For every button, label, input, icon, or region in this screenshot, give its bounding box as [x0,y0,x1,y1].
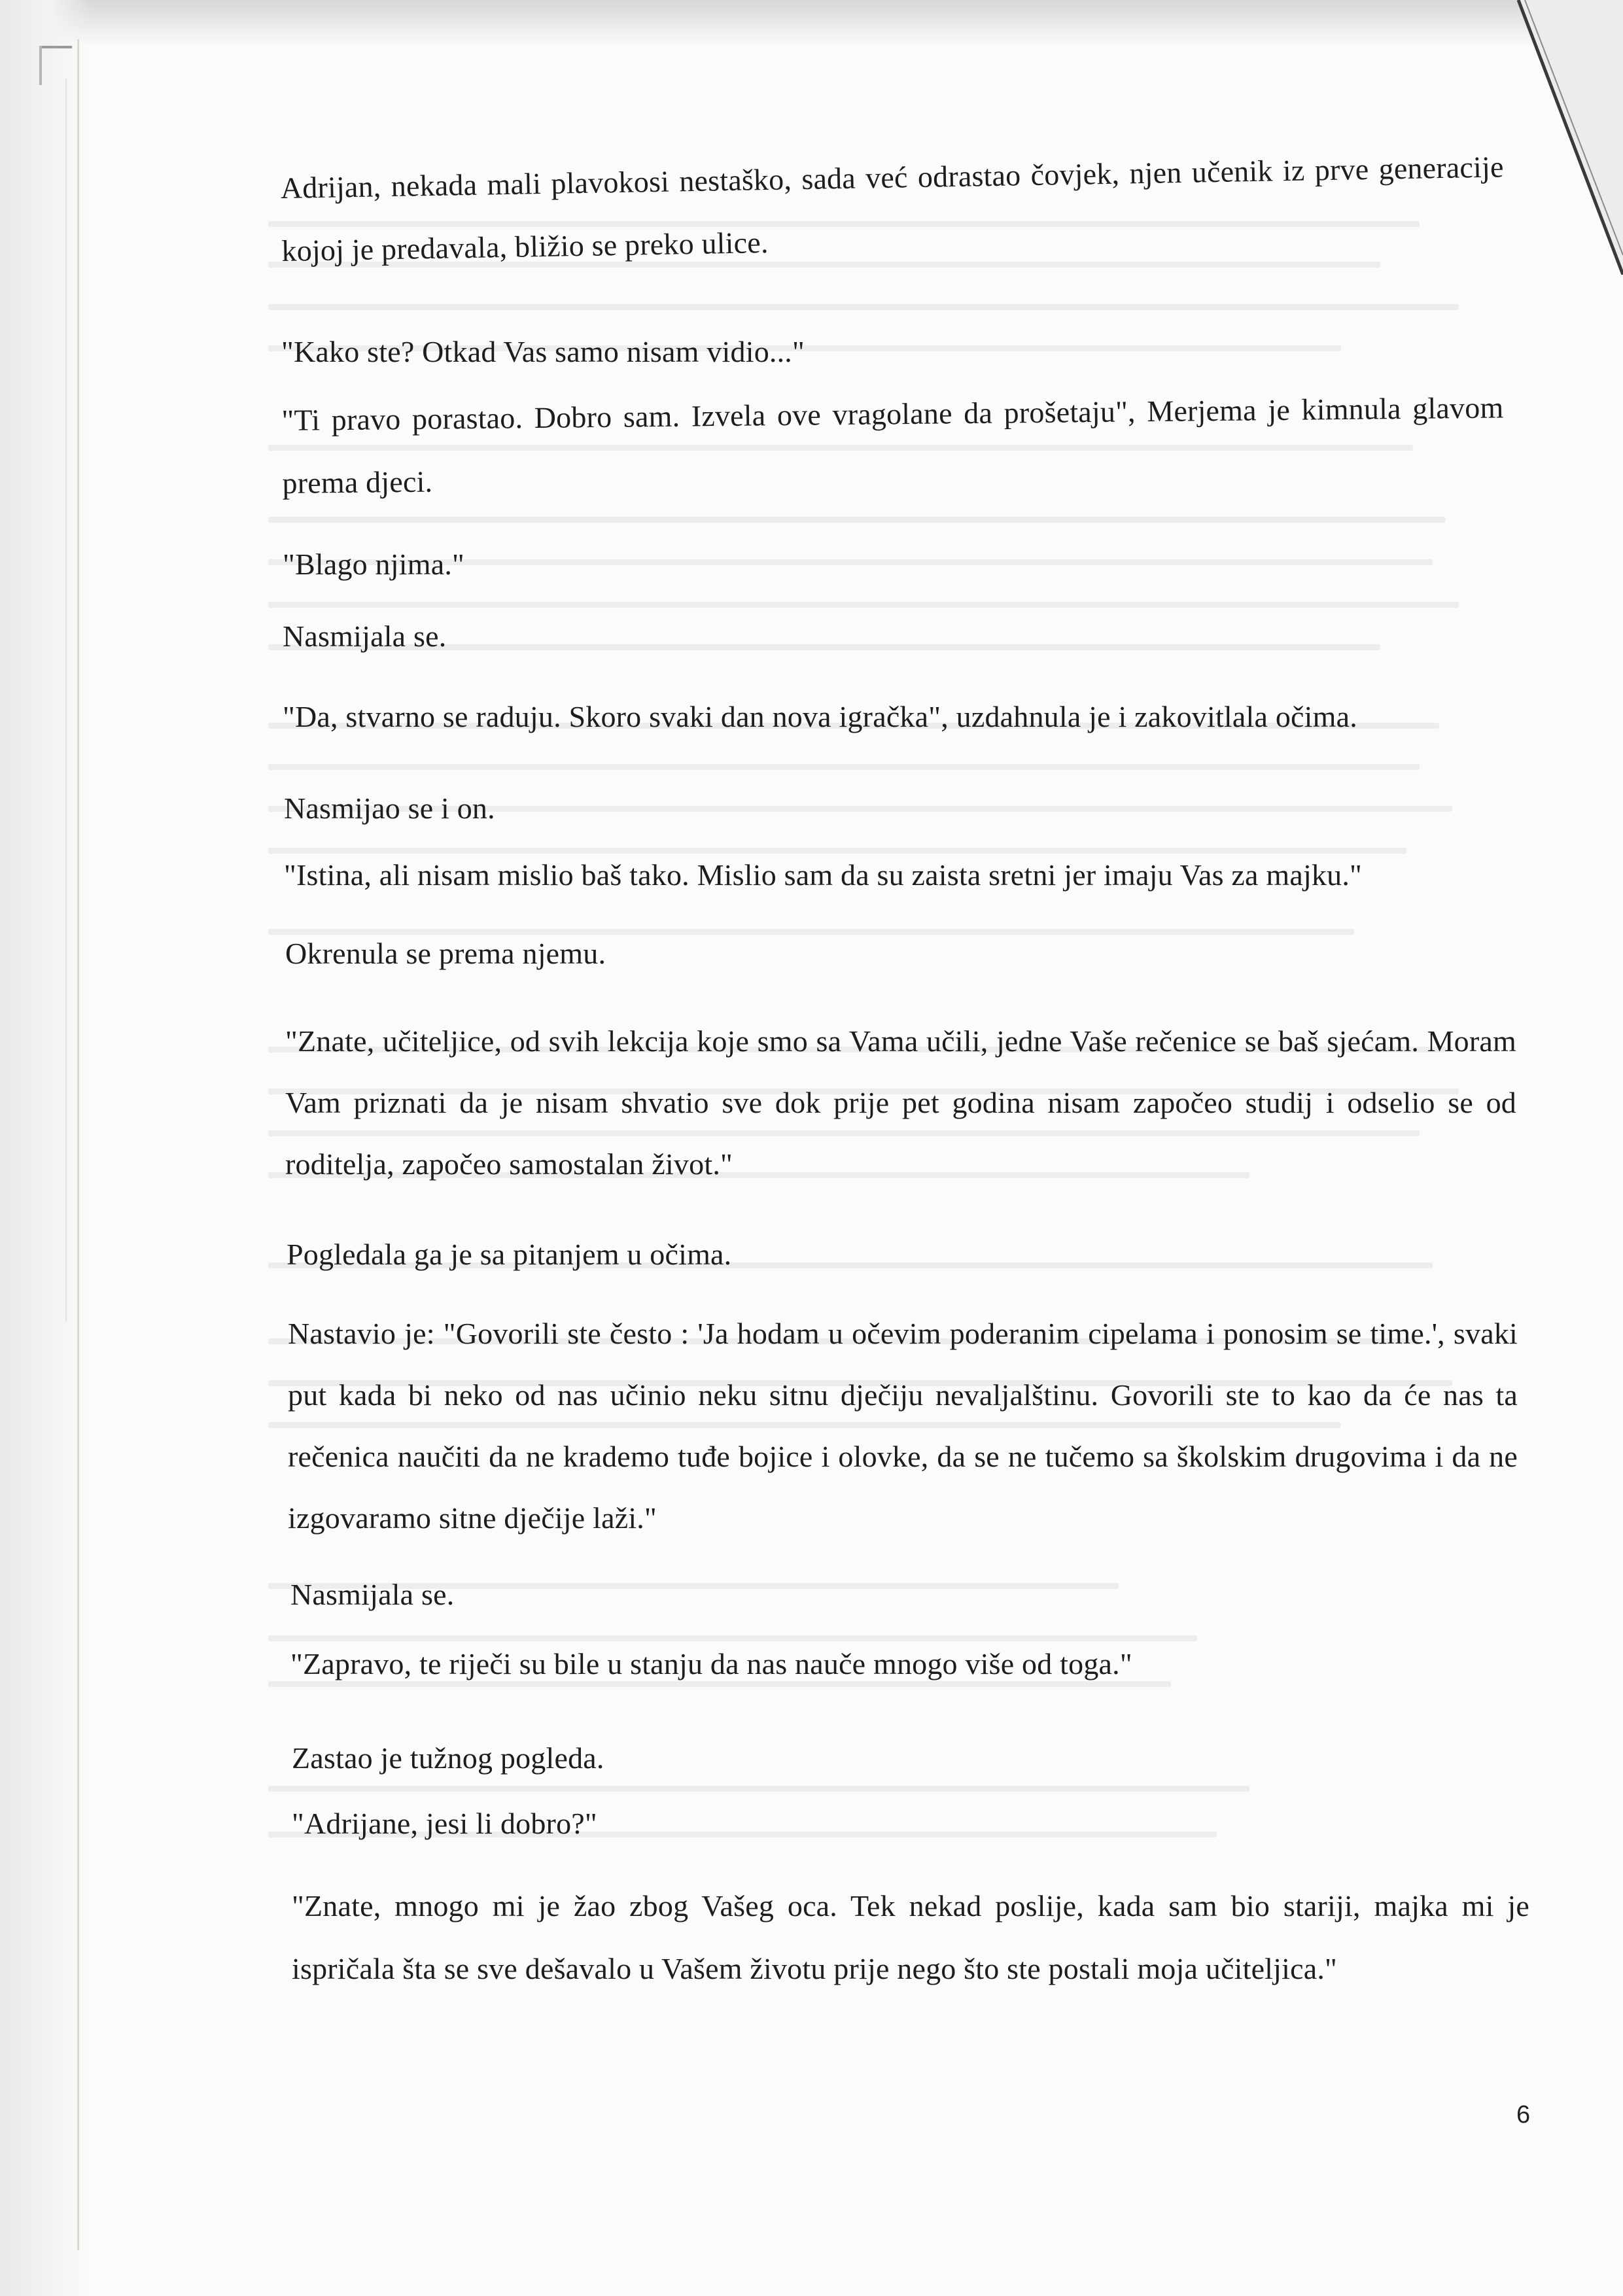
page-number: 6 [1516,2101,1531,2129]
paragraph-13: Nasmijala se. [290,1578,455,1611]
paragraph-11: Pogledala ga je sa pitanjem u očima. [287,1238,732,1271]
paragraph-3: "Ti pravo porastao. Dobro sam. Izvela ove vragolane da prošetaju", Merjema je kimnula glavom prema djeci. [281,391,1504,500]
paragraph-15: Zastao je tužnog pogleda. [292,1741,604,1775]
paragraph-10: "Znate, učiteljice, od svih lekcija koje smo sa Vama učili, jedne Vaše rečenice se baš sjećam. Moram Vam priznati da je nisam shvatio sve dok prije pet godina nisam započeo studij i odselio se od roditelja, započeo samostalan život." [285,1024,1516,1181]
paragraph-1: Adrijan, nekada mali plavokosi nestaško, sada već odrastao čovjek, njen učenik iz prve generacije kojoj je predavala, bližio se preko ulice. [280,150,1504,268]
paragraph-12: Nastavio je: "Govorili ste često : 'Ja hodam u očevim poderanim cipelama i ponosim se time.', svaki put kada bi neko od nas učinio neku sitnu dječiju nevaljalštinu. Govorili ste to kao da će nas ta rečenica naučiti da ne krademo tuđe bojice i olovke, da se ne tučemo sa školskim drugovima i da ne izgovaramo sitne dječije laži." [288,1317,1518,1535]
paragraph-14: "Zapravo, te riječi su bile u stanju da nas nauče mnogo više od toga." [290,1647,1132,1680]
paragraph-2: "Kako ste? Otkad Vas samo nisam vidio..." [281,335,805,368]
paragraph-9: Okrenula se prema njemu. [285,937,606,970]
paragraph-16: "Adrijane, jesi li dobro?" [292,1807,597,1840]
paragraph-5: Nasmijala se. [283,619,447,653]
paragraph-8: "Istina, ali nisam mislio baš tako. Mislio sam da su zaista sretni jer imaju Vas za majku." [284,858,1363,892]
paragraph-7: Nasmijao se i on. [284,791,495,825]
paragraph-4: "Blago njima." [283,548,464,581]
paragraph-6: "Da, stvarno se raduju. Skoro svaki dan nova igračka", uzdahnula je i zakovitlala očima. [283,700,1357,733]
paragraph-17: "Znate, mnogo mi je žao zbog Vašeg oca. Tek nekad poslije, kada sam bio stariji, majka mi je ispričala šta se sve dešavalo u Vašem životu prije nego što ste postali moja učiteljica." [292,1889,1529,1985]
